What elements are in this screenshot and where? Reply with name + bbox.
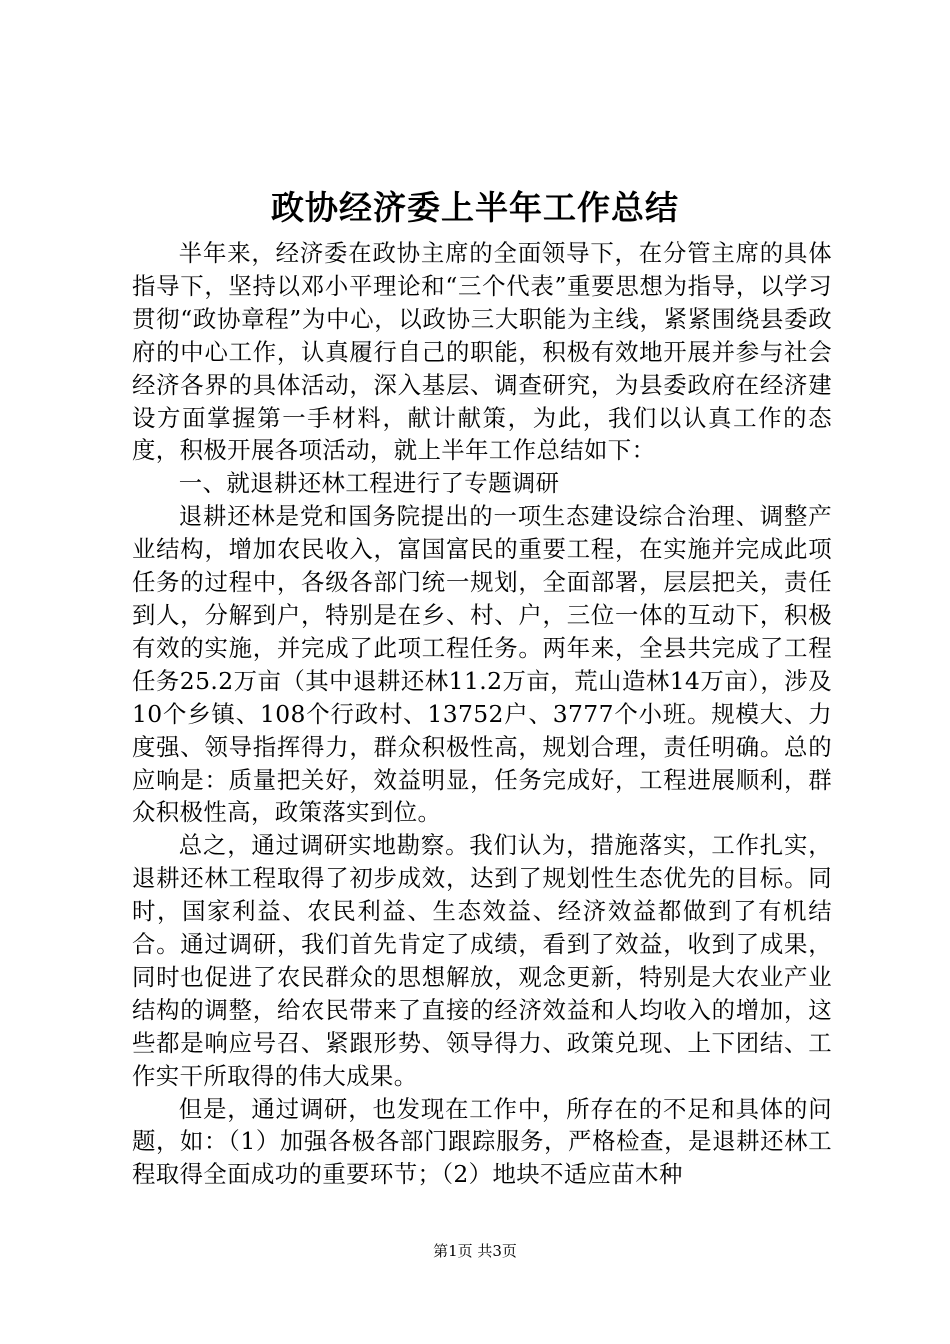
- intro-paragraph: 半年来，经济委在政协主席的全面领导下，在分管主席的具体指导下，坚持以邓小平理论和“三个代表”重要思想为指导，以学习贯彻“政协章程”为中心，以政协三大职能为主线，紧紧围绕县委政府的中心工作，认真履行自己的职能，积极有效地开展并参与社会经济各界的具体活动，深入基层、调查研究，为县委政府在经济建设方面掌握第一手材料，献计献策，为此，我们以认真工作的态度，积极开展各项活动，就上半年工作总结如下：: [132, 239, 832, 465]
- page-footer: 第1页 共3页: [433, 1242, 517, 1260]
- document-title: 政协经济委上半年工作总结: [271, 188, 679, 227]
- document-body: [132, 237, 832, 1191]
- section-heading: 一、就退耕还林工程进行了专题调研: [178, 469, 560, 498]
- body-paragraph: 但是，通过调研，也发现在工作中，所存在的不足和具体的问题，如：（1）加强各极各部门跟踪服务，严格检查，是退耕还林工程取得全面成功的重要环节；（2）地块不适应苗木种: [132, 1094, 832, 1189]
- body-paragraph: 总之，通过调研实地勘察。我们认为，措施落实，工作扎实，退耕还林工程取得了初步成效，达到了规划性生态优先的目标。同时，国家利益、农民利益、生态效益、经济效益都做到了有机结合。通过调研，我们首先肯定了成绩，看到了效益，收到了成果，同时也促进了农民群众的思想解放，观念更新，特别是大农业产业结构的调整，给农民带来了直接的经济效益和人均收入的增加，这些都是响应号召、紧跟形势、领导得力、政策兑现、上下团结、工作实干所取得的伟大成果。: [132, 831, 832, 1090]
- body-paragraph: 退耕还林是党和国务院提出的一项生态建设综合治理、调整产业结构，增加农民收入，富国富民的重要工程，在实施并完成此项任务的过程中，各级各部门统一规划，全面部署，层层把关，责任到人，分解到户，特别是在乡、村、户，三位一体的互动下，积极有效的实施，并完成了此项工程任务。两年来，全县共完成了工程任务25.2万亩（其中退耕还林11.2万亩，荒山造林14万亩），涉及10个乡镇、108个行政村、13752户、3777个小班。规模大、力度强、领导指挥得力，群众积极性高，规划合理，责任明确。总的应响是：质量把关好，效益明显，任务完成好，工程进展顺利，群众积极性高，政策落实到位。: [132, 502, 832, 827]
